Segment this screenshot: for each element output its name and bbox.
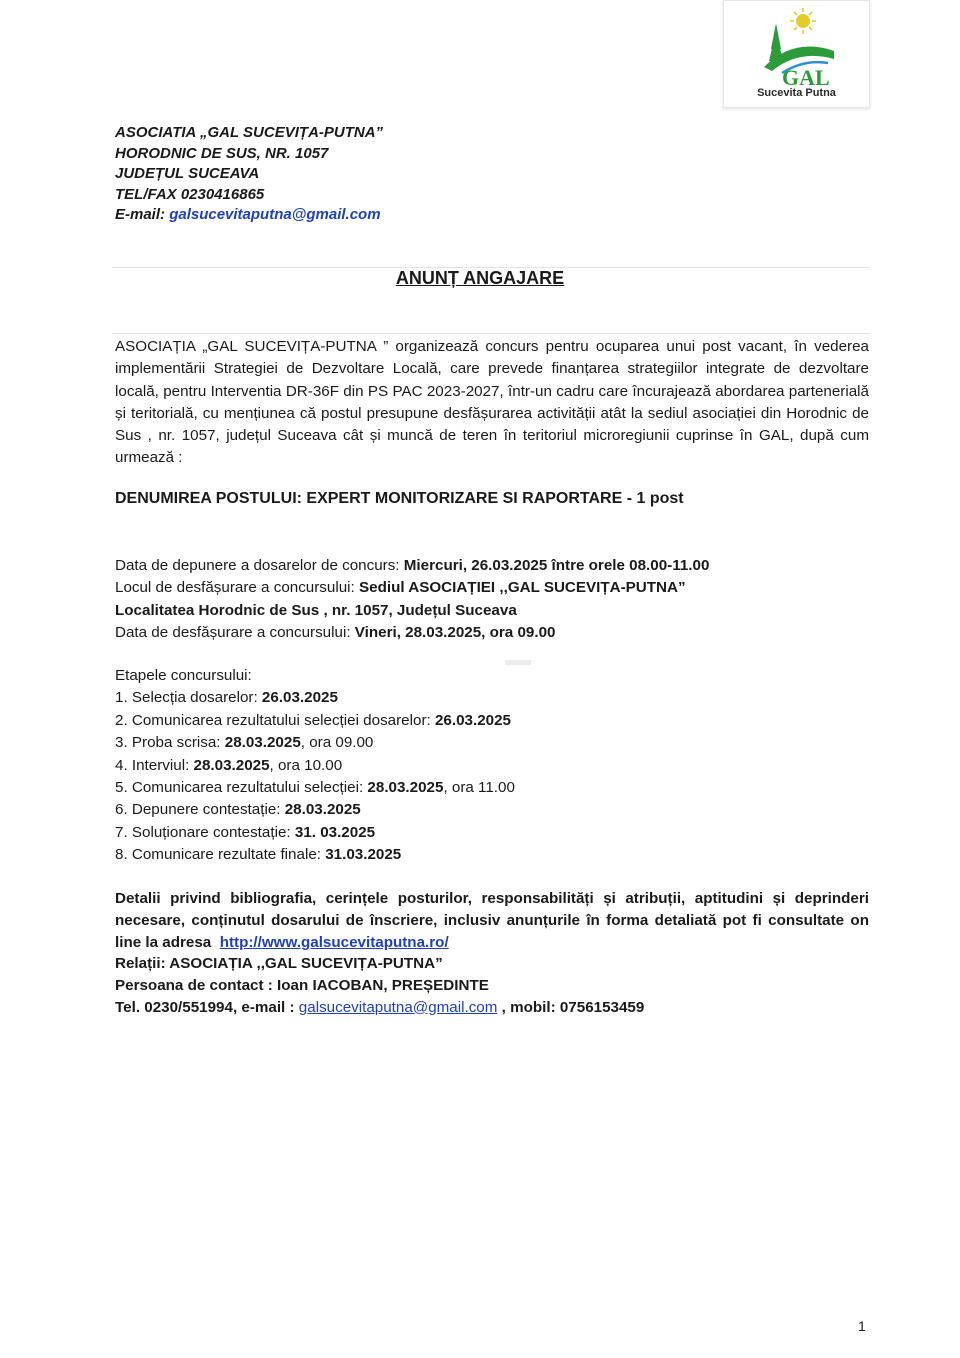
org-email-line [115,205,383,226]
competition-dates [115,555,709,645]
phone-label: Tel. 0230/551994, e-mail : [115,998,295,1016]
exam-date-label: Data de desfășurare a concursului: [115,624,351,642]
contact-phone-line [115,997,644,1019]
stage-item: 3. Proba scrisa: 28.03.2025, ora 09.00 [115,734,374,752]
place-value: Sediul ASOCIAȚIEI ,,GAL SUCEVIȚA-PUTNA” [359,579,686,597]
stage-item: 8. Comunicare rezultate finale: 31.03.2025 [115,846,402,864]
org-name: ASOCIATIA „GAL SUCEVIȚA-PUTNA” [115,124,384,141]
locality-value: Localitatea Horodnic de Sus , nr. 1057, Județul Suceava [115,601,517,619]
submission-date-label: Data de depunere a dosarelor de concurs: [115,557,400,574]
email-link[interactable]: galsucevitaputna@gmail.com [169,206,381,223]
logo-graphic [724,1,869,87]
contact-block [115,953,644,1018]
title-text: ANUNȚ ANGAJARE [395,268,565,288]
locality-line [115,600,709,622]
page-number: 1 [858,1318,866,1334]
sun-icon [790,8,816,34]
relations-line: Relații: ASOCIAȚIA ,,GAL SUCEVIȚA-PUTNA” [115,955,443,972]
stage-item: 6. Depunere contestație: 28.03.2025 [115,801,361,819]
divider [112,333,870,334]
website-link[interactable]: http://www.galsucevitaputna.ro/ [219,933,449,951]
page-title [0,268,960,289]
exam-date-line [115,622,709,644]
stage-item: 1. Selecția dosarelor: 26.03.2025 [115,689,338,707]
org-county: JUDEȚUL SUCEAVA [115,165,260,182]
logo-letters: GAL [782,65,830,87]
stages-heading: Etapele concursului: [115,667,252,684]
submission-date-line [115,555,709,577]
competition-stages [115,665,515,867]
post-title: DENUMIREA POSTULUI: EXPERT MONITORIZARE SI RAPORTARE - 1 post [115,490,684,507]
submission-date-value: Miercuri, 26.03.2025 între orele 08.00-11.00 [403,557,710,574]
logo-caption: Sucevita Putna [757,87,836,99]
intro-paragraph: ASOCIAȚIA „GAL SUCEVIȚA-PUTNA ” organizează concurs pentru ocuparea unui post vacant, în vederea implementării Strategiei de Dezvoltare Locală, care prevede finanțarea strategiilor integrate de dezvoltare locală, pentru Interventia DR-36F din PS PAC 2023-2027, într-un cadru care încurajează abordarea partenerială și teritorială, cu mențiunea că postul presupune desfășurarea activității atât la sediul asociației din Horodnic de Sus , nr. 1057, județul Suceava cât și muncă de teren în teritoriul microregiunii cuprinse în GAL, după cum urmează : [115,338,869,467]
organization-logo [723,0,870,108]
contact-email-link[interactable]: galsucevitaputna@gmail.com [298,998,498,1016]
stage-item: 4. Interviul: 28.03.2025, ora 10.00 [115,756,343,774]
stage-item: 2. Comunicarea rezultatului selecției dosarelor: 26.03.2025 [115,711,511,729]
contact-person: Persoana de contact : Ioan IACOBAN, PREȘEDINTE [115,976,489,994]
organization-header [115,123,383,226]
stage-item: 5. Comunicarea rezultatului selecției: 28.03.2025, ora 11.00 [115,779,515,797]
exam-date-value: Vineri, 28.03.2025, ora 09.00 [354,624,556,642]
place-line [115,577,709,599]
org-address: HORODNIC DE SUS, NR. 1057 [115,144,329,162]
mobile-number: , mobil: 0756153459 [501,998,645,1016]
stage-item: 7. Soluționare contestație: 31. 03.2025 [115,823,376,841]
details-text: Detalii privind bibliografia, cerințele posturilor, responsabilități și atribuții, aptitudini și deprinderi necesare, conținutul dosarului de înscriere, inclusiv anunțurile în forma detaliată pot fi consultate on line la adresa [115,890,869,951]
place-label: Locul de desfășurare a concursului: [115,579,355,597]
details-paragraph [115,888,869,953]
org-phone: TEL/FAX 0230416865 [115,185,265,203]
email-label: E-mail: [115,206,166,223]
